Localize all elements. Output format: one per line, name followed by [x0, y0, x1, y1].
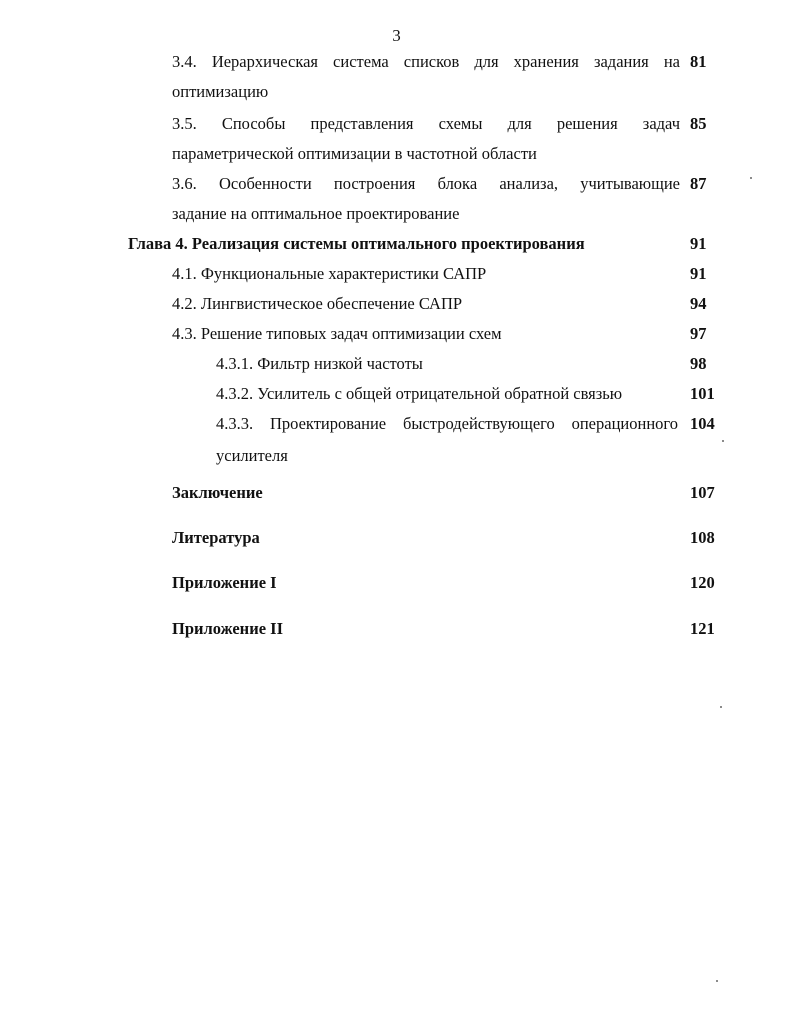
- toc-entry-title: 4.3. Решение типовых задач оптимизации схем: [172, 324, 502, 343]
- toc-appendix-2-title: Приложение II: [172, 619, 283, 638]
- toc-entry-4-3-3-continued: [0, 441, 793, 471]
- toc-entry-title: 4.3.2. Усилитель с общей отрицательной обратной связью: [216, 384, 623, 403]
- toc-appendix-2-page: 121: [690, 619, 715, 638]
- toc-appendix-1: [0, 568, 793, 598]
- toc-literature-page: 108: [690, 528, 715, 547]
- toc-entry-page: 101: [690, 384, 715, 403]
- toc-entry-title-continued: задание на оптимальное проектирование: [172, 204, 460, 223]
- toc-entry-4-2: [0, 289, 793, 319]
- toc-entry-3-4: [0, 47, 793, 77]
- toc-entry-page: 94: [690, 294, 707, 313]
- toc-entry-title: 3.4. Иерархическая система списков для хранения задания на: [172, 52, 680, 71]
- toc-entry-page: 81: [690, 52, 707, 71]
- toc-entry-3-5: [0, 109, 793, 139]
- toc-entry-page: 91: [690, 264, 707, 283]
- toc-entry-page: 98: [690, 354, 707, 373]
- toc-entry-4-3-1: [0, 349, 793, 379]
- toc-entry-title: 4.1. Функциональные характеристики САПР: [172, 264, 487, 283]
- toc-entry-title: 3.5. Способы представления схемы для решения задач: [172, 114, 680, 133]
- toc-entry-title-continued: усилителя: [216, 446, 288, 465]
- toc-entry-3-4-continued: [0, 77, 793, 107]
- toc-appendix-1-page: 120: [690, 573, 715, 592]
- toc-entry-title: 4.3.1. Фильтр низкой частоты: [216, 354, 423, 373]
- toc-entry-4-3: [0, 319, 793, 349]
- toc-literature: [0, 523, 793, 553]
- toc-entry-4-1: [0, 259, 793, 289]
- scan-speck: [720, 706, 722, 708]
- toc-conclusion-title: Заключение: [172, 483, 263, 502]
- toc-entry-title: 3.6. Особенности построения блока анализа, учитывающие: [172, 174, 680, 193]
- toc-entry-title-continued: параметрической оптимизации в частотной области: [172, 144, 537, 163]
- scan-speck: [750, 177, 752, 179]
- toc-entry-4-3-3: [0, 409, 793, 439]
- toc-entry-title: 4.3.3. Проектирование быстродействующего операционного: [216, 414, 678, 433]
- scan-speck: [722, 440, 724, 442]
- toc-entry-page: 87: [690, 174, 707, 193]
- toc-entry-title: 4.2. Лингвистическое обеспечение САПР: [172, 294, 463, 313]
- toc-chapter-page: 91: [690, 234, 707, 253]
- toc-entry-page: 85: [690, 114, 707, 133]
- toc-entry-title-continued: оптимизацию: [172, 82, 269, 101]
- toc-conclusion-page: 107: [690, 483, 715, 502]
- toc-entry-4-3-2: [0, 379, 793, 409]
- scan-speck: [716, 980, 718, 982]
- toc-entry-page: 97: [690, 324, 707, 343]
- toc-literature-title: Литература: [172, 528, 260, 547]
- toc-conclusion: [0, 478, 793, 508]
- toc-chapter-4: [0, 229, 793, 259]
- toc-entry-3-5-continued: [0, 139, 793, 169]
- toc-chapter-title: Глава 4. Реализация системы оптимального проектирования: [128, 234, 585, 253]
- toc-entry-3-6-continued: [0, 199, 793, 229]
- page-number: 3: [392, 26, 401, 45]
- toc-entry-3-6: [0, 169, 793, 199]
- toc-appendix-2: [0, 614, 793, 644]
- toc-appendix-1-title: Приложение I: [172, 573, 277, 592]
- toc-entry-page: 104: [690, 414, 715, 433]
